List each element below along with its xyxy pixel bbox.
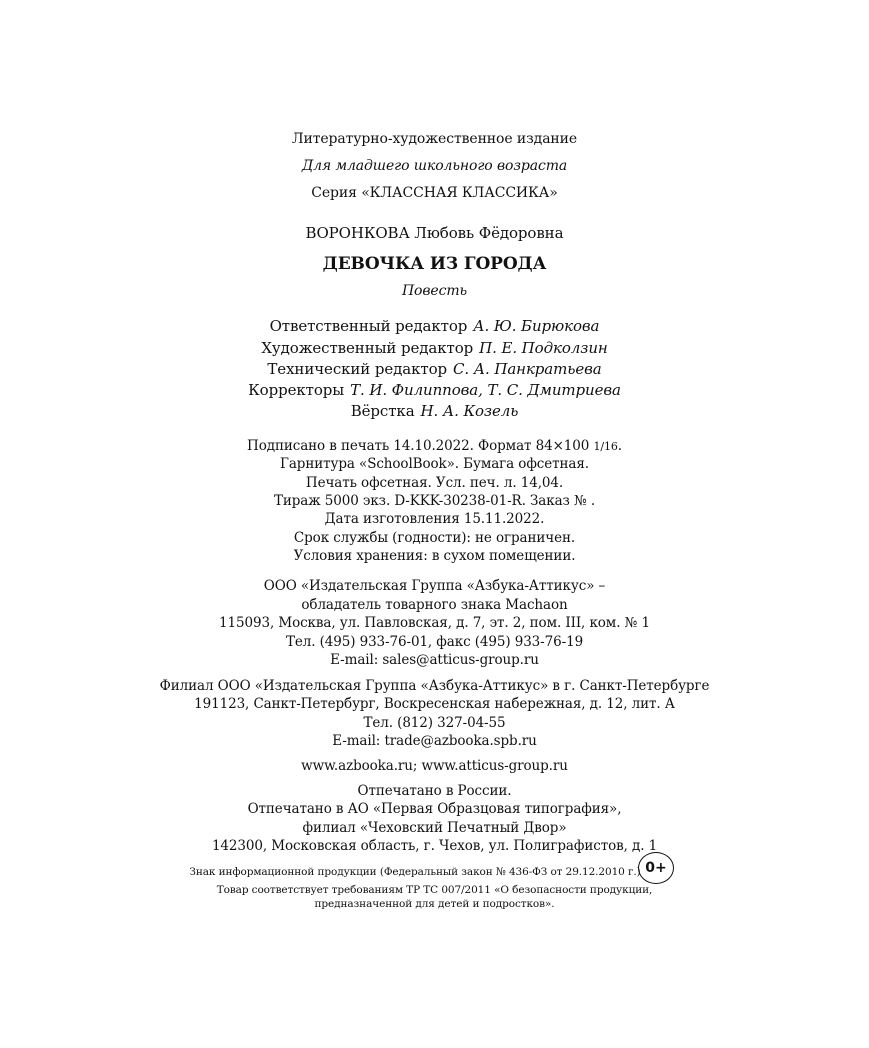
- publisher-name: ООО «Издательская Группа «Азбука-Аттикус» –: [263, 578, 606, 594]
- printer-company: Отпечатано в АО «Первая Образцовая типография»,: [247, 801, 622, 817]
- credit-line: [0, 404, 869, 419]
- info-sign-text: Знак информационной продукции (Федеральный закон № 436-ФЗ от 29.12.2010 г.): [189, 866, 641, 878]
- edition-type: Литературно-художественное издание: [291, 131, 578, 147]
- branch-address: 191123, Санкт-Петербург, Воскресенская набережная, д. 12, лит. А: [194, 696, 675, 712]
- run-line: Тираж 5000 экз. D-KKK-30238-01-R. Заказ № .: [273, 493, 596, 509]
- credit-name: С. А. Панкратьева: [453, 360, 602, 378]
- series: Серия «КЛАССНАЯ КЛАССИКА»: [311, 185, 558, 201]
- typeface-line: Гарнитура «SchoolBook». Бумага офсетная.: [280, 456, 589, 472]
- age-rating-badge: 0+: [638, 852, 674, 884]
- credit-name: А. Ю. Бирюкова: [473, 317, 600, 335]
- book-title: ДЕВОЧКА ИЗ ГОРОДА: [322, 254, 547, 274]
- signed-text: Подписано в печать 14.10.2022. Формат 84×100: [247, 438, 590, 454]
- credit-role: Ответственный редактор: [269, 317, 468, 335]
- credit-role: Технический редактор: [267, 360, 448, 378]
- publisher-trademark: обладатель товарного знака Machaon: [301, 597, 568, 613]
- book-genre: Повесть: [401, 283, 468, 299]
- shelf-life: Срок службы (годности): не ограничен.: [293, 530, 576, 546]
- credit-role: Художественный редактор: [261, 339, 474, 357]
- author: ВОРОНКОВА Любовь Фёдоровна: [305, 224, 564, 242]
- format-fraction: 1/16: [593, 440, 618, 453]
- printed-in: Отпечатано в России.: [357, 783, 512, 799]
- branch-name: Филиал ООО «Издательская Группа «Азбука-Аттикус» в г. Санкт-Петербурге: [159, 678, 710, 694]
- publisher-address: 115093, Москва, ул. Павловская, д. 7, эт. 2, пом. III, ком. № 1: [219, 615, 650, 631]
- credit-name: Т. И. Филиппова, Т. С. Дмитриева: [350, 381, 621, 399]
- compliance-line-2: предназначенной для детей и подростков».: [314, 898, 555, 910]
- credit-line: [0, 383, 869, 398]
- publisher-email: E-mail: sales@atticus-group.ru: [330, 652, 539, 668]
- credit-line: [0, 319, 869, 334]
- websites: www.azbooka.ru; www.atticus-group.ru: [301, 758, 568, 774]
- credit-role: Вёрстка: [350, 402, 415, 420]
- branch-phone: Тел. (812) 327-04-55: [363, 715, 506, 731]
- credit-line: [0, 341, 869, 356]
- branch-email: E-mail: trade@azbooka.spb.ru: [332, 733, 537, 749]
- printer-address: 142300, Московская область, г. Чехов, ул. Полиграфистов, д. 1: [211, 838, 658, 854]
- printer-branch: филиал «Чеховский Печатный Двор»: [302, 820, 567, 836]
- manufacture-date: Дата изготовления 15.11.2022.: [324, 511, 545, 527]
- credit-name: П. Е. Подколзин: [479, 339, 608, 357]
- compliance-line-1: Товар соответствует требованиям ТР ТС 007/2011 «О безопасности продукции,: [216, 884, 653, 896]
- credit-role: Корректоры: [248, 381, 345, 399]
- credit-line: [0, 362, 869, 377]
- printing-line: Печать офсетная. Усл. печ. л. 14,04.: [305, 475, 564, 491]
- publisher-phone: Тел. (495) 933-76-01, факс (495) 933-76-19: [285, 634, 584, 650]
- age-group: Для младшего школьного возраста: [301, 158, 568, 174]
- credit-name: Н. А. Козель: [420, 402, 519, 420]
- signed-end: .: [617, 438, 622, 454]
- signed-line: [0, 440, 869, 454]
- storage-conditions: Условия хранения: в сухом помещении.: [293, 548, 576, 564]
